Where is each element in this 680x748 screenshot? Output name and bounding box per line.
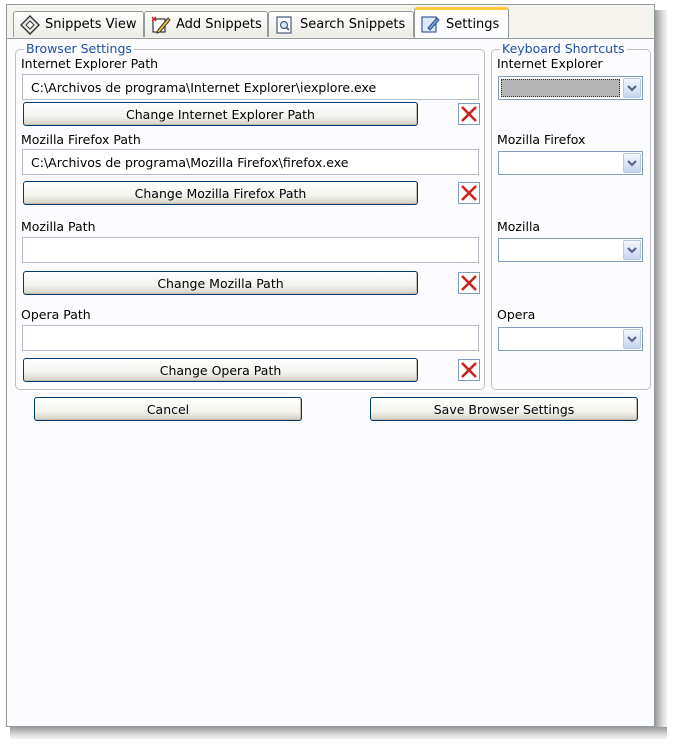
change-ie-path-button[interactable]: Change Internet Explorer Path bbox=[23, 102, 418, 126]
opera-shortcut-label: Opera bbox=[497, 307, 536, 322]
mozilla-shortcut-value bbox=[501, 241, 620, 259]
delete-x-icon bbox=[459, 360, 479, 380]
tab-label: Settings bbox=[446, 16, 500, 32]
chevron-down-icon bbox=[624, 241, 640, 259]
tab-settings[interactable] bbox=[414, 7, 509, 38]
mozilla-shortcut-select[interactable] bbox=[498, 238, 643, 262]
settings-icon bbox=[420, 14, 442, 34]
dropdown-arrow[interactable] bbox=[623, 78, 641, 98]
settings-window bbox=[6, 4, 655, 727]
window-shadow-bottom bbox=[10, 727, 667, 739]
change-mozilla-path-button[interactable]: Change Mozilla Path bbox=[23, 271, 418, 295]
dropdown-arrow[interactable] bbox=[623, 153, 641, 173]
save-browser-settings-button[interactable]: Save Browser Settings bbox=[370, 397, 638, 421]
change-opera-path-button[interactable]: Change Opera Path bbox=[23, 358, 418, 382]
delete-x-icon bbox=[459, 273, 479, 293]
firefox-shortcut-value bbox=[501, 154, 620, 172]
opera-path-input[interactable] bbox=[22, 325, 479, 351]
opera-path-label: Opera Path bbox=[21, 307, 91, 322]
firefox-path-input[interactable]: C:\Archivos de programa\Mozilla Firefox\firefox.exe bbox=[22, 149, 479, 175]
clear-firefox-path-button[interactable] bbox=[458, 182, 480, 204]
delete-x-icon bbox=[459, 183, 479, 203]
opera-shortcut-select[interactable] bbox=[498, 327, 643, 351]
mozilla-path-input[interactable] bbox=[22, 237, 479, 263]
delete-x-icon bbox=[459, 104, 479, 124]
mozilla-shortcut-label: Mozilla bbox=[497, 219, 541, 234]
ie-shortcut-label: Internet Explorer bbox=[497, 56, 603, 71]
tab-search-snippets[interactable] bbox=[268, 11, 414, 37]
tab-strip bbox=[7, 5, 654, 39]
browser-settings-legend: Browser Settings bbox=[26, 41, 132, 56]
cancel-button[interactable]: Cancel bbox=[34, 397, 302, 421]
chevron-down-icon bbox=[624, 79, 640, 97]
tab-snippets-view[interactable] bbox=[13, 11, 144, 37]
chevron-down-icon bbox=[624, 330, 640, 348]
tab-label: Add Snippets bbox=[176, 17, 262, 32]
tab-label: Snippets View bbox=[45, 17, 137, 32]
window-shadow-right bbox=[655, 10, 667, 734]
clear-ie-path-button[interactable] bbox=[458, 103, 480, 125]
search-snippets-icon bbox=[274, 15, 296, 35]
ie-shortcut-select[interactable] bbox=[498, 76, 643, 100]
ie-path-input[interactable]: C:\Archivos de programa\Internet Explorer\iexplore.exe bbox=[22, 74, 479, 100]
firefox-shortcut-select[interactable] bbox=[498, 151, 643, 175]
ie-shortcut-value bbox=[501, 79, 620, 97]
ie-path-label: Internet Explorer Path bbox=[21, 56, 159, 71]
firefox-path-label: Mozilla Firefox Path bbox=[21, 132, 141, 147]
add-snippets-icon bbox=[150, 15, 172, 35]
chevron-down-icon bbox=[624, 154, 640, 172]
clear-opera-path-button[interactable] bbox=[458, 359, 480, 381]
tab-add-snippets[interactable] bbox=[144, 11, 268, 37]
clear-mozilla-path-button[interactable] bbox=[458, 272, 480, 294]
firefox-shortcut-label: Mozilla Firefox bbox=[497, 132, 586, 147]
tab-label: Search Snippets bbox=[300, 17, 406, 32]
keyboard-shortcuts-legend: Keyboard Shortcuts bbox=[502, 41, 625, 56]
opera-shortcut-value bbox=[501, 330, 620, 348]
dropdown-arrow[interactable] bbox=[623, 240, 641, 260]
snippets-view-icon bbox=[19, 15, 41, 35]
change-firefox-path-button[interactable]: Change Mozilla Firefox Path bbox=[23, 181, 418, 205]
dropdown-arrow[interactable] bbox=[623, 329, 641, 349]
mozilla-path-label: Mozilla Path bbox=[21, 219, 96, 234]
